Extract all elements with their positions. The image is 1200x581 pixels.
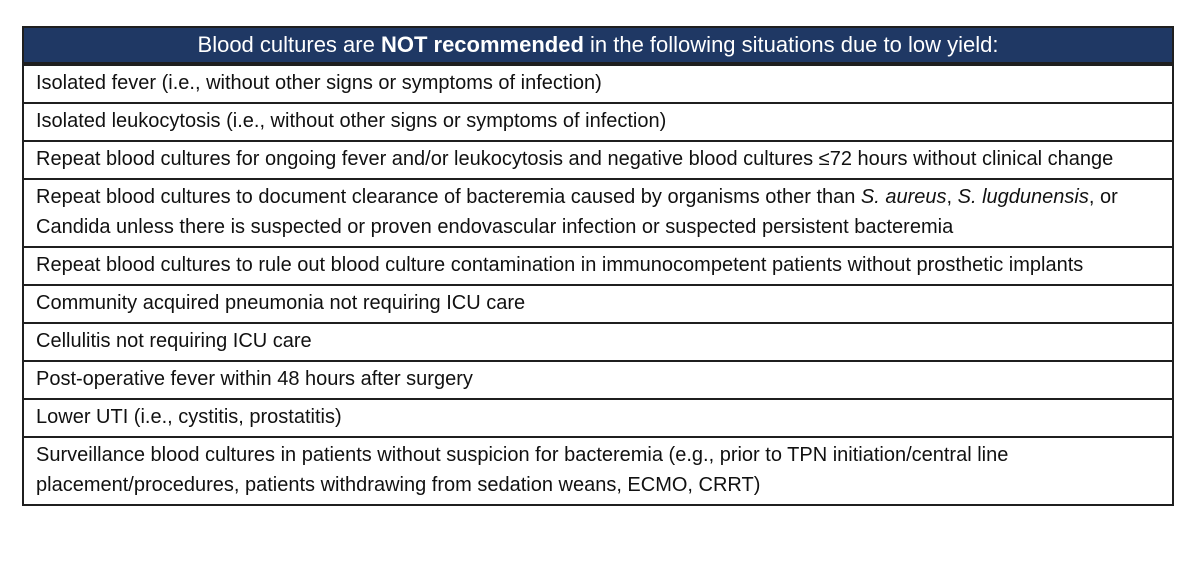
row-text: Isolated leukocytosis (i.e., without other signs or symptoms of infection) <box>36 110 667 132</box>
header-prefix: Blood cultures are <box>197 32 381 57</box>
row-text-part: Repeat blood cultures to document clearance of bacteremia caused by organisms other than <box>36 186 861 208</box>
table-row <box>24 246 1172 284</box>
row-text: Isolated fever (i.e., without other signs or symptoms of infection) <box>36 72 602 94</box>
table-row <box>24 322 1172 360</box>
header-suffix: in the following situations due to low yield: <box>583 32 999 57</box>
row-text: Surveillance blood cultures in patients without suspicion for bacteremia (e.g., prior to TPN initiation/central line placement/procedures, patients withdrawing from sedation weans, ECMO, CRRT) <box>36 444 1009 496</box>
row-text: Lower UTI (i.e., cystitis, prostatitis) <box>36 406 342 428</box>
row-text: Repeat blood cultures to rule out blood culture contamination in immunocompetent patients without prosthetic implants <box>36 254 1084 276</box>
table-row <box>24 360 1172 398</box>
table-header <box>24 28 1172 64</box>
table-row <box>24 398 1172 436</box>
table-row <box>24 178 1172 246</box>
row-text: Community acquired pneumonia not requiring ICU care <box>36 292 526 314</box>
row-text-part: , or Candida unless there is suspected or proven endovascular infection or suspected persistent bacteremia <box>36 186 1118 238</box>
row-text: Post-operative fever within 48 hours after surgery <box>36 368 473 390</box>
recommendation-table <box>22 26 1174 506</box>
table-row <box>24 284 1172 322</box>
organism-name: S. lugdunensis <box>957 186 1089 208</box>
header-emphasis: NOT recommended <box>380 32 584 57</box>
row-text: Cellulitis not requiring ICU care <box>36 330 312 352</box>
table-row <box>24 140 1172 178</box>
table-row <box>24 102 1172 140</box>
row-text: Repeat blood cultures for ongoing fever and/or leukocytosis and negative blood cultures ≤72 hours without clinical change <box>36 148 1114 170</box>
organism-name: S. aureus <box>860 186 947 208</box>
table-row <box>24 64 1172 102</box>
row-text-part: , <box>946 186 958 208</box>
table-row <box>24 436 1172 504</box>
